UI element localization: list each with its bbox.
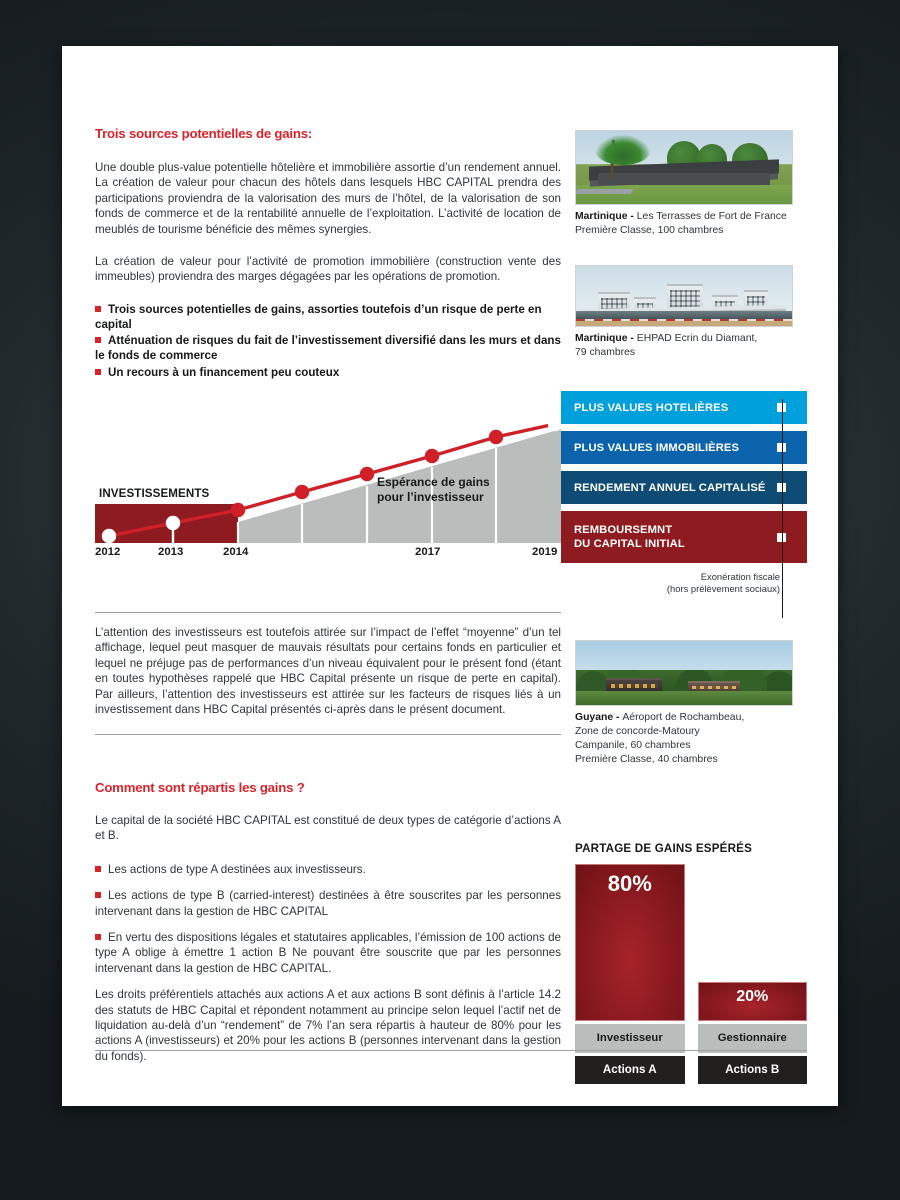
road-shape: [575, 189, 634, 194]
data-point-2017: [425, 449, 439, 463]
partage-de-gains-chart: [575, 842, 807, 1084]
chart-columns: [575, 864, 807, 1084]
photo-caption: [575, 332, 793, 360]
list-item-label: Un recours à un financement peu couteux: [108, 365, 340, 379]
section-heading-repartition: Comment sont répartis les gains ?: [95, 780, 305, 795]
bullet-square-icon: [95, 934, 101, 940]
chart-title: PARTAGE DE GAINS ESPÉRÉS: [575, 842, 753, 855]
area-label-esperance: Espérance de gains pour l’investisseur: [377, 475, 490, 504]
photo-caption: [575, 711, 793, 767]
divider-bottom: [95, 734, 561, 735]
bullet-text: Les actions de type A destinées aux investisseurs.: [108, 862, 366, 876]
photo-block-guyane: [575, 640, 793, 767]
bullet-text: En vertu des dispositions légales et statutaires applicables, l’émission de 100 actions de type A oblige à émettre 1 action B Ne pouvant être souscrite que par les personnes intervenant dans la gestion de HBC CAPITAL.: [95, 931, 561, 975]
timeline-investment-chart: [95, 391, 807, 594]
caption-lead: Martinique -: [575, 333, 637, 344]
list-item-label: Trois sources potentielles de gains, assorties toutefois d’un risque de perte en capital: [95, 302, 542, 332]
repartition-bullet-1: [95, 862, 561, 877]
repartition-intro: Le capital de la société HBC CAPITAL est constitué de deux types de catégorie d’actions A et B.: [95, 814, 561, 843]
list-item: [95, 302, 561, 332]
photo-block-ehpad: [575, 265, 793, 360]
caption-lead: Martinique -: [575, 211, 637, 222]
bar-value-label: 20%: [736, 988, 769, 1005]
photo-block-terrasses: [575, 130, 793, 238]
building-shape: [598, 173, 771, 185]
legend-label-line-1: REMBOURSEMNT: [574, 523, 673, 536]
bar-value-label: 80%: [607, 871, 652, 896]
palm-leaves-shape: [595, 135, 651, 165]
bar-sublabel-actions-b: Actions B: [698, 1056, 808, 1084]
bullet-square-icon: [95, 866, 101, 872]
legend-label-multiline: [574, 523, 685, 552]
legend-label: PLUS VALUES IMMOBILIÈRES: [574, 441, 740, 454]
divider-top: [95, 612, 561, 613]
caption-lead: Guyane -: [575, 712, 623, 723]
photo-caption: [575, 210, 793, 238]
bar-investisseur: [575, 864, 685, 1021]
data-point-2012: [102, 529, 116, 543]
data-point-2014: [231, 503, 245, 517]
photo-les-terrasses-de-fort-de-france: [575, 130, 793, 205]
section-gains-sources: [95, 126, 561, 381]
hotel-building-b-shape: [688, 681, 740, 691]
data-point-2015: [295, 485, 309, 499]
section-repartition: [95, 780, 561, 1064]
paragraph-promotion: La création de valeur pour l’activité de promotion immobilière (construction vente des immeubles) proviendra des marges dégagées par les opérations de promotion.: [95, 255, 561, 284]
chart-svg: [95, 391, 561, 543]
x-tick-2019: 2019: [532, 546, 558, 558]
bullet-square-icon: [95, 306, 101, 312]
bullet-square-icon: [95, 337, 101, 343]
list-item: [95, 333, 561, 363]
legend-bar-rendement-annuel-capitalise[interactable]: [561, 471, 807, 504]
caption-line-4: Première Classe, 40 chambres: [575, 754, 718, 765]
legend-label: RENDEMENT ANNUEL CAPITALISÉ: [574, 481, 766, 494]
ground-shape: [576, 321, 792, 326]
legend-bar-remboursement-capital-initial[interactable]: [561, 511, 807, 563]
legend-bar-plus-values-immobilieres[interactable]: [561, 431, 807, 464]
x-tick-2013: 2013: [158, 546, 184, 558]
repartition-closing: Les droits préférentiels attachés aux actions A et aux actions B sont définis à l’article 14.2 des statuts de HBC Capital et répondent notamment au principe selon lequel l’actif net de liquidation au-delà d’un “rendement” de 7% l’an sera répartis à hauteur de 80% pour les actions A (investisseurs) et 20% pour les actions B (personnes intervenant dans la gestion du fonds).: [95, 988, 561, 1063]
annotation-line-2: (hors prélèvement sociaux): [666, 583, 780, 594]
caption-rest: Aéroport de Rochambeau,: [622, 712, 745, 723]
bar-category-investisseur: Investisseur: [575, 1024, 685, 1053]
lawn-shape: [576, 691, 792, 705]
chart-x-axis: [95, 546, 561, 566]
data-point-2013: [166, 516, 180, 530]
repartition-bullet-3: [95, 930, 561, 976]
x-tick-2012: 2012: [95, 546, 121, 558]
chart-annotation-exoneration: [620, 571, 780, 595]
list-item-label: Atténuation de risques du fait de l’investissement diversifié dans les murs et dans le fonds de commerce: [95, 334, 561, 363]
legend-bar-plus-values-hotelieres[interactable]: [561, 391, 807, 424]
photo-ehpad-ecrin-du-diamant: [575, 265, 793, 327]
footer-divider: [95, 1050, 807, 1051]
data-point-2019: [548, 417, 561, 431]
caption-line-2: Première Classe, 100 chambres: [575, 225, 724, 236]
page-title: Trois sources potentielles de gains:: [95, 126, 313, 141]
area-label-investissements: INVESTISSEMENTS: [99, 487, 210, 500]
caption-line-2: 79 chambres: [575, 347, 636, 358]
photo-aeroport-de-rochambeau: [575, 640, 793, 706]
caption-line-3: Campanile, 60 chambres: [575, 740, 691, 751]
bar-gestionnaire: [698, 982, 808, 1021]
chart-column-investisseur: [575, 864, 685, 1084]
bar-category-gestionnaire: Gestionnaire: [698, 1024, 808, 1053]
bar-sublabel-actions-a: Actions A: [575, 1056, 685, 1084]
caption-rest: EHPAD Ecrin du Diamant,: [636, 333, 758, 344]
data-point-2016: [360, 467, 374, 481]
section-disclaimer: [95, 612, 561, 735]
chart-plot-area: [95, 391, 561, 543]
paragraph-intro: Une double plus-value potentielle hôtelière et immobilière assortie d’un rendement annuel. La création de valeur pour chacun des hôtels dans lesquels HBC CAPITAL prendra des participations proviendra de la valorisation des murs de l’hôtel, de la valorisation de son fonds de commerce et de la rentabilité annuelle de l’exploitation. L’activité de location de meublés de tourisme bénéficie des mêmes synergies.: [95, 161, 561, 236]
hotel-building-a-shape: [606, 678, 662, 691]
bullet-square-icon: [95, 892, 101, 898]
list-item: [95, 365, 561, 380]
grass-layer: [576, 185, 792, 204]
caption-rest: Les Terrasses de Fort de France: [636, 211, 787, 222]
annotation-line-1: Exonération fiscale: [700, 571, 780, 582]
x-tick-2014: 2014: [223, 546, 249, 558]
document-page: [62, 46, 838, 1106]
gains-bullet-list: [95, 302, 561, 380]
repartition-bullet-2: [95, 888, 561, 919]
exoneration-bracket-line: [782, 399, 783, 618]
bullet-text: Les actions de type B (carried-interest) destinées à être souscrites par les personnes intervenant dans la gestion de HBC CAPITAL: [95, 889, 561, 918]
x-tick-2017: 2017: [415, 546, 441, 558]
legend-label-line-2: DU CAPITAL INITIAL: [574, 538, 685, 550]
chart-column-gestionnaire: [698, 982, 808, 1084]
caption-line-2: Zone de concorde-Matoury: [575, 726, 700, 737]
data-point-2018: [489, 430, 503, 444]
bullet-square-icon: [95, 369, 101, 375]
disclaimer-text: L’attention des investisseurs est toutefois attirée sur l’impact de l’effet “moyenne” d’un tel affichage, lequel peut masquer de mauvais résultats pour certains fonds en particulier et lequel ne préjuge pas de performances d’un niveau équivalent pour le présent fond (étant en toutes hypothèses rappelé que HBC Capital présente un risque de perte en capital). Par ailleurs, l’attention des investisseurs est attirée sur les facteurs de risques liés à un investissement dans HBC Capital présentés ci-après dans le présent document.: [95, 626, 561, 717]
legend-label: PLUS VALUES HOTELIÈRES: [574, 401, 729, 414]
